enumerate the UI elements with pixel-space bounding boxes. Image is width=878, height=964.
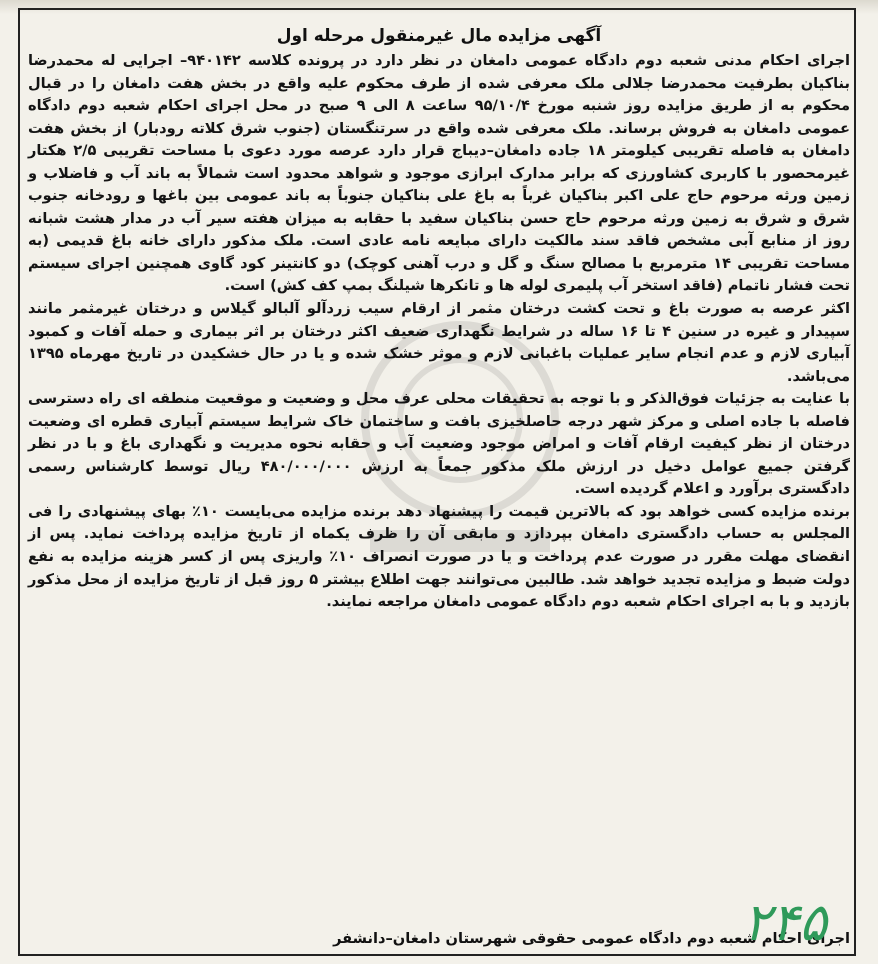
handwritten-number <box>700 888 870 958</box>
signature-line: اجرای احکام شعبه دوم دادگاه عمومی حقوقی شهرستان دامغان–دانشفر <box>333 930 850 947</box>
handwritten-number-text: ۲۴۵ <box>743 893 827 953</box>
notice-body <box>28 50 850 614</box>
notice-title: آگهی مزایده مال غیرمنقول مرحله اول <box>276 26 602 46</box>
paragraph: برنده مزایده کسی خواهد بود که بالاترین قیمت را پیشنهاد دهد برنده مزایده می‌بایست ۱۰٪ بهای پیشنهادی را فی المجلس به حساب دادگستری دامغان بپردازد و مابقی آن را ظرف یکماه از تاریخ مزایده پرداخت نماید. پس از انقضای مهلت مقرر در صورت عدم پرداخت و یا در صورت انصراف ۱۰٪ واریزی پس از کسر هزینه مزایده به نفع دولت ضبط و مزایده تجدید خواهد شد. طالبین می‌توانند جهت اطلاع بیشتر ۵ روز قبل از تاریخ مزایده از محل مذکور بازدید و با به اجرای احکام شعبه دوم دادگاه عمومی دامغان مراجعه نمایند. <box>28 502 851 611</box>
paragraph: اجرای احکام مدنی شعبه دوم دادگاه عمومی دامغان در نظر دارد در پرونده کلاسه ۹۴۰۱۴۲– اجرایی له محمدرضا بناکیان بطرفیت محمدرضا جلالی ملک معرفی شده از طرف محکوم علیه واقع در بخش هفت دامغان را در قبال محکوم به از طریق مزایده روز شنبه مورخ ۹۵/۱۰/۴ ساعت ۸ الی ۹ صبح در محل اجرای احکام شعبه دوم دادگاه عمومی دامغان به فروش برساند. ملک معرفی شده واقع در سرتنگستان (جنوب شرق کلاته رودبار) از بخش هفت دامغان به فاصله تقریبی کیلومتر ۱۸ جاده دامغان–دیباج قرار دارد عرصه مورد دعوی با مساحت تقریبی ۲/۵ هکتار غیرمحصور با کاربری کشاورزی که برابر مدارک ابرازی موجود و شواهد محدود است شمالاً به باند آب و فاضلاب و زمین ورثه مرحوم حاج علی اکبر بناکیان غرباً به باغ علی بناکیان جنوباً به باند عمومی بین باغها و رودخانه جنوب شرق و شرق به زمین ورثه مرحوم حاج حسن بناکیان سفید با حقابه به میزان هفته سیر آب در مدار هشت شبانه روز از منابع آبی مشخص فاقد سند مالکیت دارای مبایعه نامه عادی است. ملک مذکور دارای خانه باغ قدیمی (به مساحت تقریبی ۱۴ مترمربع با مصالح سنگ و گل و درب آهنی کوچک) دو کانتینر کود گاوی همچنین اجرای سیستم تحت فشار ناتمام (فاقد استخر آب پلیمری لوله ها و تانکرها شیلنگ بمپ کف کش) است. <box>28 52 850 295</box>
paragraph: با عنایت به جزئیات فوق‌الذکر و با توجه به تحقیقات محلی عرف محل و وضعیت و موقعیت منطقه ای راه دسترسی فاصله با جاده اصلی و مرکز شهر درجه حاصلخیزی بافت و ساختمان خاک شرایط سیستم آبیاری قطره ای وضعیت درختان از نظر کیفیت ارقام آفات و امراض موجود وضعیت آب و حقابه نحوه مدیریت و نگهداری باغ و با در نظر گرفتن جمیع عوامل دخیل در ارزش ملک مذکور جمعاً به ارزش ۴۸۰/۰۰۰/۰۰۰ ریال توسط کارشناس رسمی دادگستری برآورد و اعلام گردیده است. <box>28 390 850 498</box>
paragraph: اکثر عرصه به صورت باغ و تحت کشت درختان مثمر از ارقام سیب زردآلو آلبالو گیلاس و درختان غیرمثمر مانند سپیدار و غیره در سنین ۴ تا ۱۶ ساله در شرایط نگهداری ضعیف اکثر درختان بر اثر بیماری و حمله آفات و کمبود آبیاری لازم و عدم انجام سایر عملیات باغبانی لازم و موثر خشک شده و یا در حال خشکیدن در تاریخ مهرماه ۱۳۹۵ می‌باشد. <box>28 300 850 385</box>
